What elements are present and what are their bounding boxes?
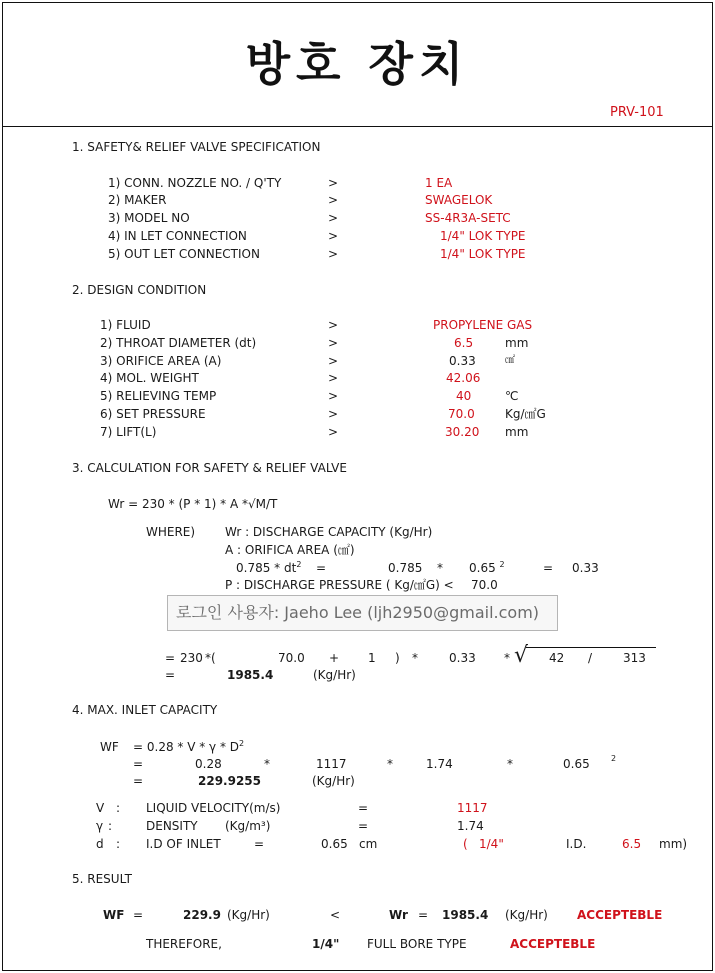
spec-label: 4) IN LET CONNECTION xyxy=(108,229,247,243)
design-unit: ℃ xyxy=(505,389,519,403)
var-colon: : xyxy=(108,819,113,833)
calc-eq: = xyxy=(165,651,176,665)
login-user-tooltip: 로그인 사용자: Jaeho Lee (ljh2950@gmail.com) xyxy=(167,595,558,631)
var-eq: = xyxy=(358,819,369,833)
design-value: PROPYLENE GAS xyxy=(433,318,533,332)
design-unit: mm xyxy=(505,425,529,439)
inlet-id-label: I.D. xyxy=(566,837,587,851)
a-calc-op: * xyxy=(437,561,443,575)
wr-definition: Wr : DISCHARGE CAPACITY (Kg/Hr) xyxy=(225,525,433,539)
a-calc-eq2: = xyxy=(543,561,554,575)
status-badge: ACCEPTEBLE xyxy=(577,908,663,922)
result-size: 1/4" xyxy=(312,937,340,951)
var-value: 1.74 xyxy=(457,819,484,833)
wf-formula: = 0.28 * V * γ * $D^2$ xyxy=(133,739,245,754)
spec-arrow: > xyxy=(328,229,339,243)
calc-p: 70.0 xyxy=(278,651,305,665)
var-eq: = xyxy=(358,801,369,815)
design-arrow: > xyxy=(328,371,339,385)
design-label: 4) MOL. WEIGHT xyxy=(100,371,199,385)
spec-value: 1 EA xyxy=(425,176,453,190)
var-unit: cm xyxy=(359,837,378,851)
calc-star2: * xyxy=(504,651,510,665)
var-value: 0.65 xyxy=(321,837,348,851)
spec-value: SWAGELOK xyxy=(425,193,493,207)
var-value: 1117 xyxy=(457,801,488,815)
calc-a: 0.33 xyxy=(449,651,476,665)
a-definition: A : ORIFICA AREA (㎠) xyxy=(225,543,355,557)
wf-line2-d: 0.65 xyxy=(563,757,590,771)
var-symbol: V xyxy=(96,801,105,815)
design-arrow: > xyxy=(328,336,339,350)
wf-result: 229.9255 xyxy=(198,774,262,788)
result-wr-eq: = xyxy=(418,908,429,922)
result-type: FULL BORE TYPE xyxy=(367,937,467,951)
var-symbol: γ xyxy=(96,819,104,833)
result-wf-eq: = xyxy=(133,908,144,922)
design-value: 0.33 xyxy=(449,354,476,368)
spec-value: 1/4" LOK TYPE xyxy=(440,229,526,243)
var-name: DENSITY xyxy=(146,819,198,833)
spec-label: 3) MODEL NO xyxy=(108,211,190,225)
design-value: 42.06 xyxy=(446,371,481,385)
design-value: 70.0 xyxy=(448,407,475,421)
wf-line2-s1: * xyxy=(264,757,270,771)
spec-value: SS-4R3A-SETC xyxy=(425,211,511,225)
result-wr-unit: (Kg/Hr) xyxy=(505,908,548,922)
wf-symbol: WF xyxy=(100,740,119,754)
calc-div: / xyxy=(588,651,593,665)
sqrt-bar xyxy=(526,647,656,648)
a-calc-eq: = xyxy=(316,561,327,575)
therefore-label: THEREFORE, xyxy=(146,937,222,951)
inlet-id-unit: mm) xyxy=(659,837,688,851)
design-arrow: > xyxy=(328,318,339,332)
spec-arrow: > xyxy=(328,247,339,261)
var-colon: : xyxy=(116,801,121,815)
design-label: 6) SET PRESSURE xyxy=(100,407,206,421)
where-label: WHERE) xyxy=(146,525,196,539)
design-label: 1) FLUID xyxy=(100,318,151,332)
calc-m: 42 xyxy=(549,651,565,665)
wr-result: 1985.4 xyxy=(227,668,274,682)
result-lt: < xyxy=(330,908,341,922)
spec-label: 2) MAKER xyxy=(108,193,167,207)
result-wr-label: Wr xyxy=(389,908,408,922)
section-5-heading: 5. RESULT xyxy=(72,872,132,886)
var-colon: : xyxy=(116,837,121,851)
inlet-paren: ( xyxy=(463,837,468,851)
wf-line2-s2: * xyxy=(387,757,393,771)
result-wr-value: 1985.4 xyxy=(442,908,489,922)
design-label: 3) ORIFICE AREA (A) xyxy=(100,354,222,368)
a-calc-result: 0.33 xyxy=(572,561,599,575)
wf-result-unit: (Kg/Hr) xyxy=(312,774,355,788)
a-calc-v2: 0.65 $^2$ xyxy=(469,560,505,575)
calc-const: 230 xyxy=(180,651,203,665)
a-calc-v1: 0.785 xyxy=(388,561,423,575)
result-wf-label: WF xyxy=(103,908,125,922)
spec-value: 1/4" LOK TYPE xyxy=(440,247,526,261)
calc-open: *( xyxy=(205,651,216,665)
wf-line2-eq: = xyxy=(133,757,144,771)
spec-arrow: > xyxy=(328,193,339,207)
section-2-heading: 2. DESIGN CONDITION xyxy=(72,283,207,297)
design-label: 7) LIFT(L) xyxy=(100,425,157,439)
var-name: I.D OF INLET xyxy=(146,837,221,851)
design-value: 40 xyxy=(456,389,472,403)
page-title: 방호 장치 xyxy=(245,37,470,91)
var-eq: = xyxy=(254,837,265,851)
p-value: 70.0 xyxy=(471,578,498,592)
design-arrow: > xyxy=(328,407,339,421)
design-value: 30.20 xyxy=(445,425,480,439)
var-unit: (Kg/m³) xyxy=(225,819,271,833)
section-3-heading: 3. CALCULATION FOR SAFETY & RELIEF VALVE xyxy=(72,461,347,475)
p-definition: P : DISCHARGE PRESSURE ( Kg/㎠G) < xyxy=(225,578,454,592)
document-code: PRV-101 xyxy=(610,105,664,120)
wf-line2-g: 1.74 xyxy=(426,757,453,771)
design-unit: Kg/㎠G xyxy=(505,407,546,421)
wf-line3-eq: = xyxy=(133,774,144,788)
spec-arrow: > xyxy=(328,176,339,190)
section-1-heading: 1. SAFETY& RELIEF VALVE SPECIFICATION xyxy=(72,140,321,154)
design-arrow: > xyxy=(328,389,339,403)
wr-formula: Wr = 230 * (P * 1) * A *√M/T xyxy=(108,497,278,511)
design-label: 2) THROAT DIAMETER (dt) xyxy=(100,336,257,350)
inlet-size: 1/4" xyxy=(479,837,504,851)
a-calc-expr: $0.785 * dt^2$ xyxy=(236,560,302,575)
design-unit: mm xyxy=(505,336,529,350)
wr-result-unit: (Kg/Hr) xyxy=(313,668,356,682)
spec-arrow: > xyxy=(328,211,339,225)
result-wf-value: 229.9 xyxy=(183,908,221,922)
design-value: 6.5 xyxy=(454,336,474,350)
var-name: LIQUID VELOCITY(m/s) xyxy=(146,801,281,815)
calc-star: * xyxy=(412,651,418,665)
wf-line2-k: 0.28 xyxy=(195,757,222,771)
wf-line2-v: 1117 xyxy=(316,757,347,771)
calc-t: 313 xyxy=(623,651,646,665)
spec-label: 5) OUT LET CONNECTION xyxy=(108,247,260,261)
section-4-heading: 4. MAX. INLET CAPACITY xyxy=(72,703,218,717)
wf-line2-exp: 2 xyxy=(611,754,617,763)
design-arrow: > xyxy=(328,425,339,439)
result-eq: = xyxy=(165,668,176,682)
inlet-id-value: 6.5 xyxy=(622,837,642,851)
design-arrow: > xyxy=(328,354,339,368)
design-unit: ㎠ xyxy=(505,355,515,366)
calc-close: ) xyxy=(395,651,400,665)
calc-one: 1 xyxy=(368,651,376,665)
result-wf-unit: (Kg/Hr) xyxy=(227,908,270,922)
var-symbol: d xyxy=(96,837,104,851)
wf-line2-s3: * xyxy=(507,757,513,771)
header-divider xyxy=(2,126,713,127)
spec-label: 1) CONN. NOZZLE NO. / Q'TY xyxy=(108,176,282,190)
calc-plus: + xyxy=(329,651,340,665)
sqrt-symbol: √ xyxy=(514,643,529,668)
status-badge: ACCEPTEBLE xyxy=(510,937,596,951)
design-label: 5) RELIEVING TEMP xyxy=(100,389,217,403)
